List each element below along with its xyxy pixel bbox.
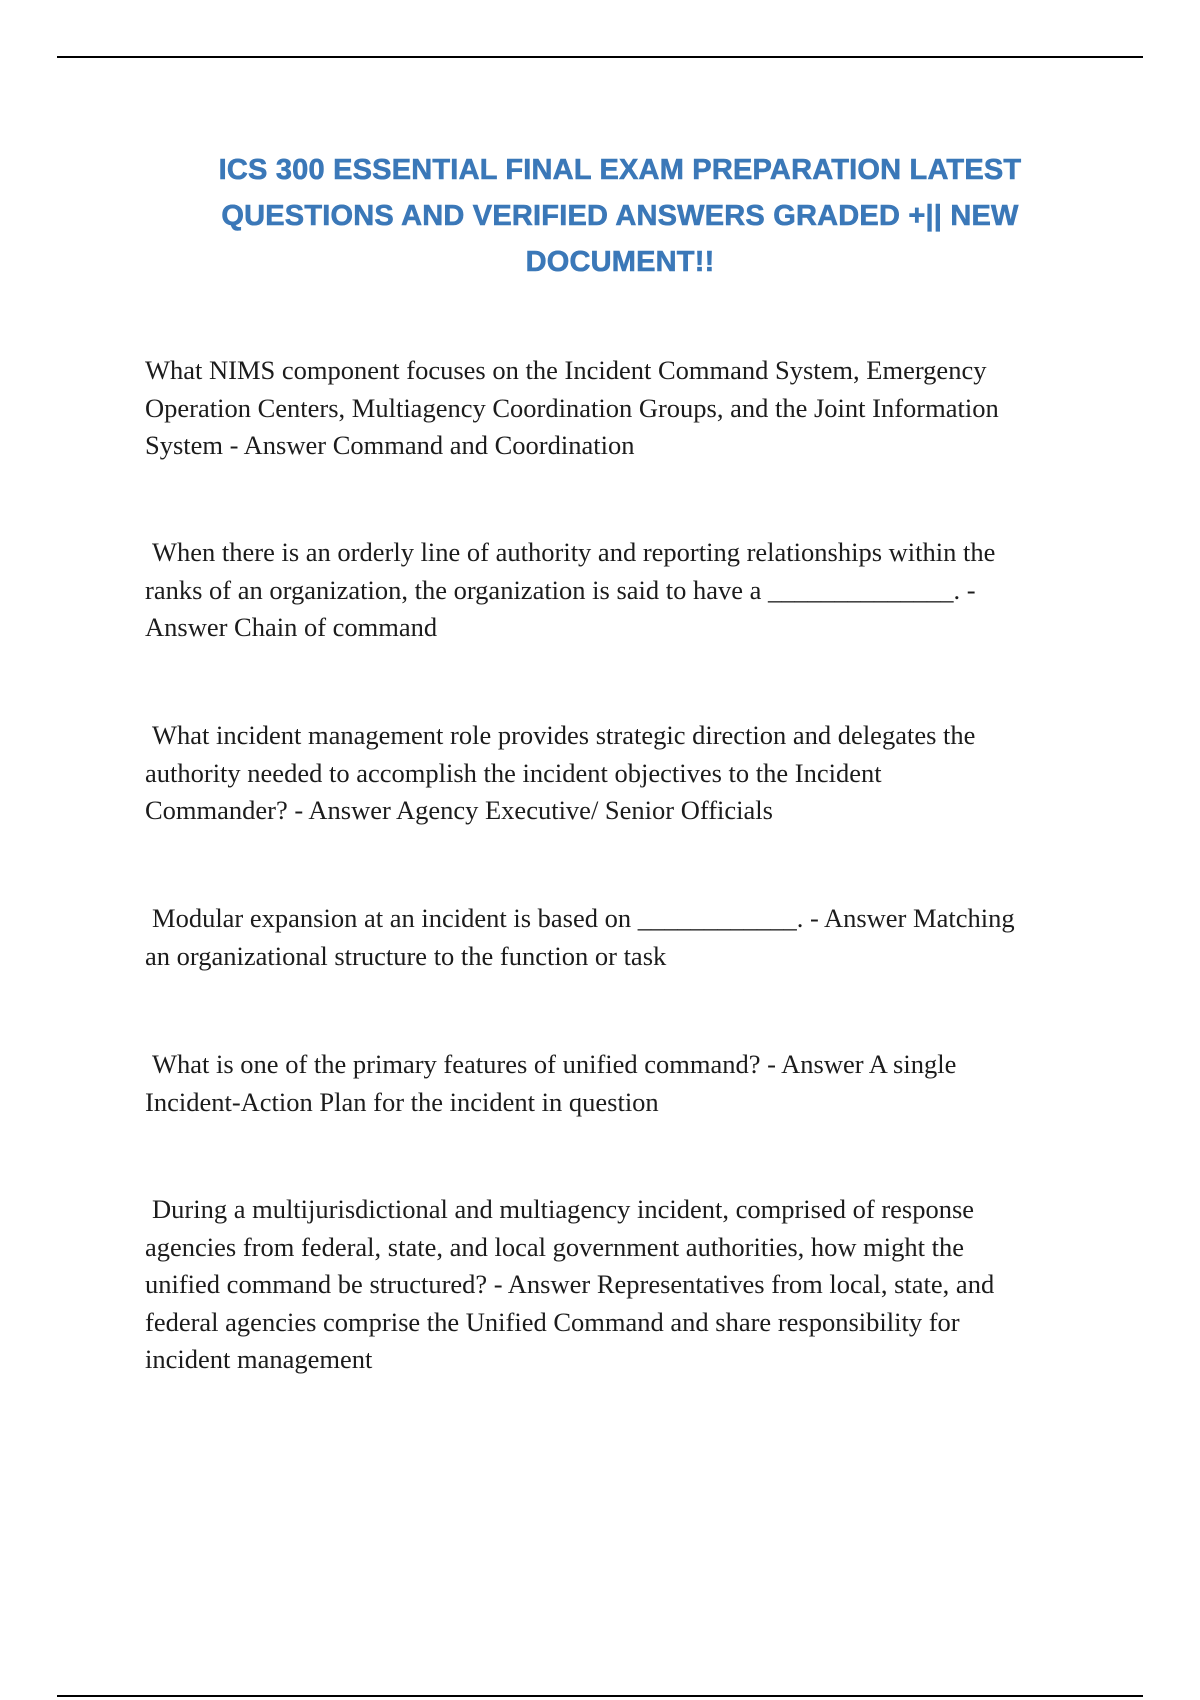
qa-line: Answer Chain of command <box>145 612 438 642</box>
qa-line: During a multijurisdictional and multiagency incident, comprised of response <box>152 1194 975 1224</box>
qa-line: Incident-Action Plan for the incident in question <box>145 1086 659 1117</box>
document-title <box>150 147 1090 285</box>
qa-line: unified command be structured? - Answer Representatives from local, state, and <box>145 1269 995 1299</box>
qa-line: authority needed to accomplish the incident objectives to the Incident <box>145 757 882 788</box>
title-line: QUESTIONS AND VERIFIED ANSWERS GRADED +|| NEW <box>221 200 1019 232</box>
qa-line: Operation Centers, Multiagency Coordination Groups, and the Joint Information <box>145 392 999 423</box>
qa-line: What incident management role provides strategic direction and delegates the <box>152 720 976 750</box>
qa-item <box>145 534 1065 647</box>
qa-line: agencies from federal, state, and local government authorities, how might the <box>145 1231 965 1262</box>
qa-item <box>145 900 1065 975</box>
qa-line: Commander? - Answer Agency Executive/ Senior Officials <box>145 795 773 825</box>
qa-item <box>145 1046 1065 1121</box>
qa-line: What NIMS component focuses on the Incident Command System, Emergency <box>145 355 987 385</box>
qa-line: federal agencies comprise the Unified Command and share responsibility for <box>145 1306 960 1337</box>
bottom-rule <box>57 1695 1143 1697</box>
title-line: DOCUMENT!! <box>525 246 715 278</box>
qa-item <box>145 1191 1065 1379</box>
qa-line: What is one of the primary features of unified command? - Answer A single <box>152 1049 957 1079</box>
qa-line: Modular expansion at an incident is based on ____________. - Answer Matching <box>152 903 1015 933</box>
qa-item <box>145 717 1065 830</box>
qa-line: System - Answer Command and Coordination <box>145 430 635 460</box>
top-rule <box>57 56 1143 58</box>
qa-line: ranks of an organization, the organization is said to have a ______________. - <box>145 574 976 605</box>
title-line: ICS 300 ESSENTIAL FINAL EXAM PREPARATION LATEST <box>218 154 1022 186</box>
qa-line: When there is an orderly line of authority and reporting relationships within the <box>152 537 996 567</box>
qa-item <box>145 352 1065 465</box>
qa-line: an organizational structure to the function or task <box>145 940 667 971</box>
qa-line: incident management <box>145 1344 373 1374</box>
